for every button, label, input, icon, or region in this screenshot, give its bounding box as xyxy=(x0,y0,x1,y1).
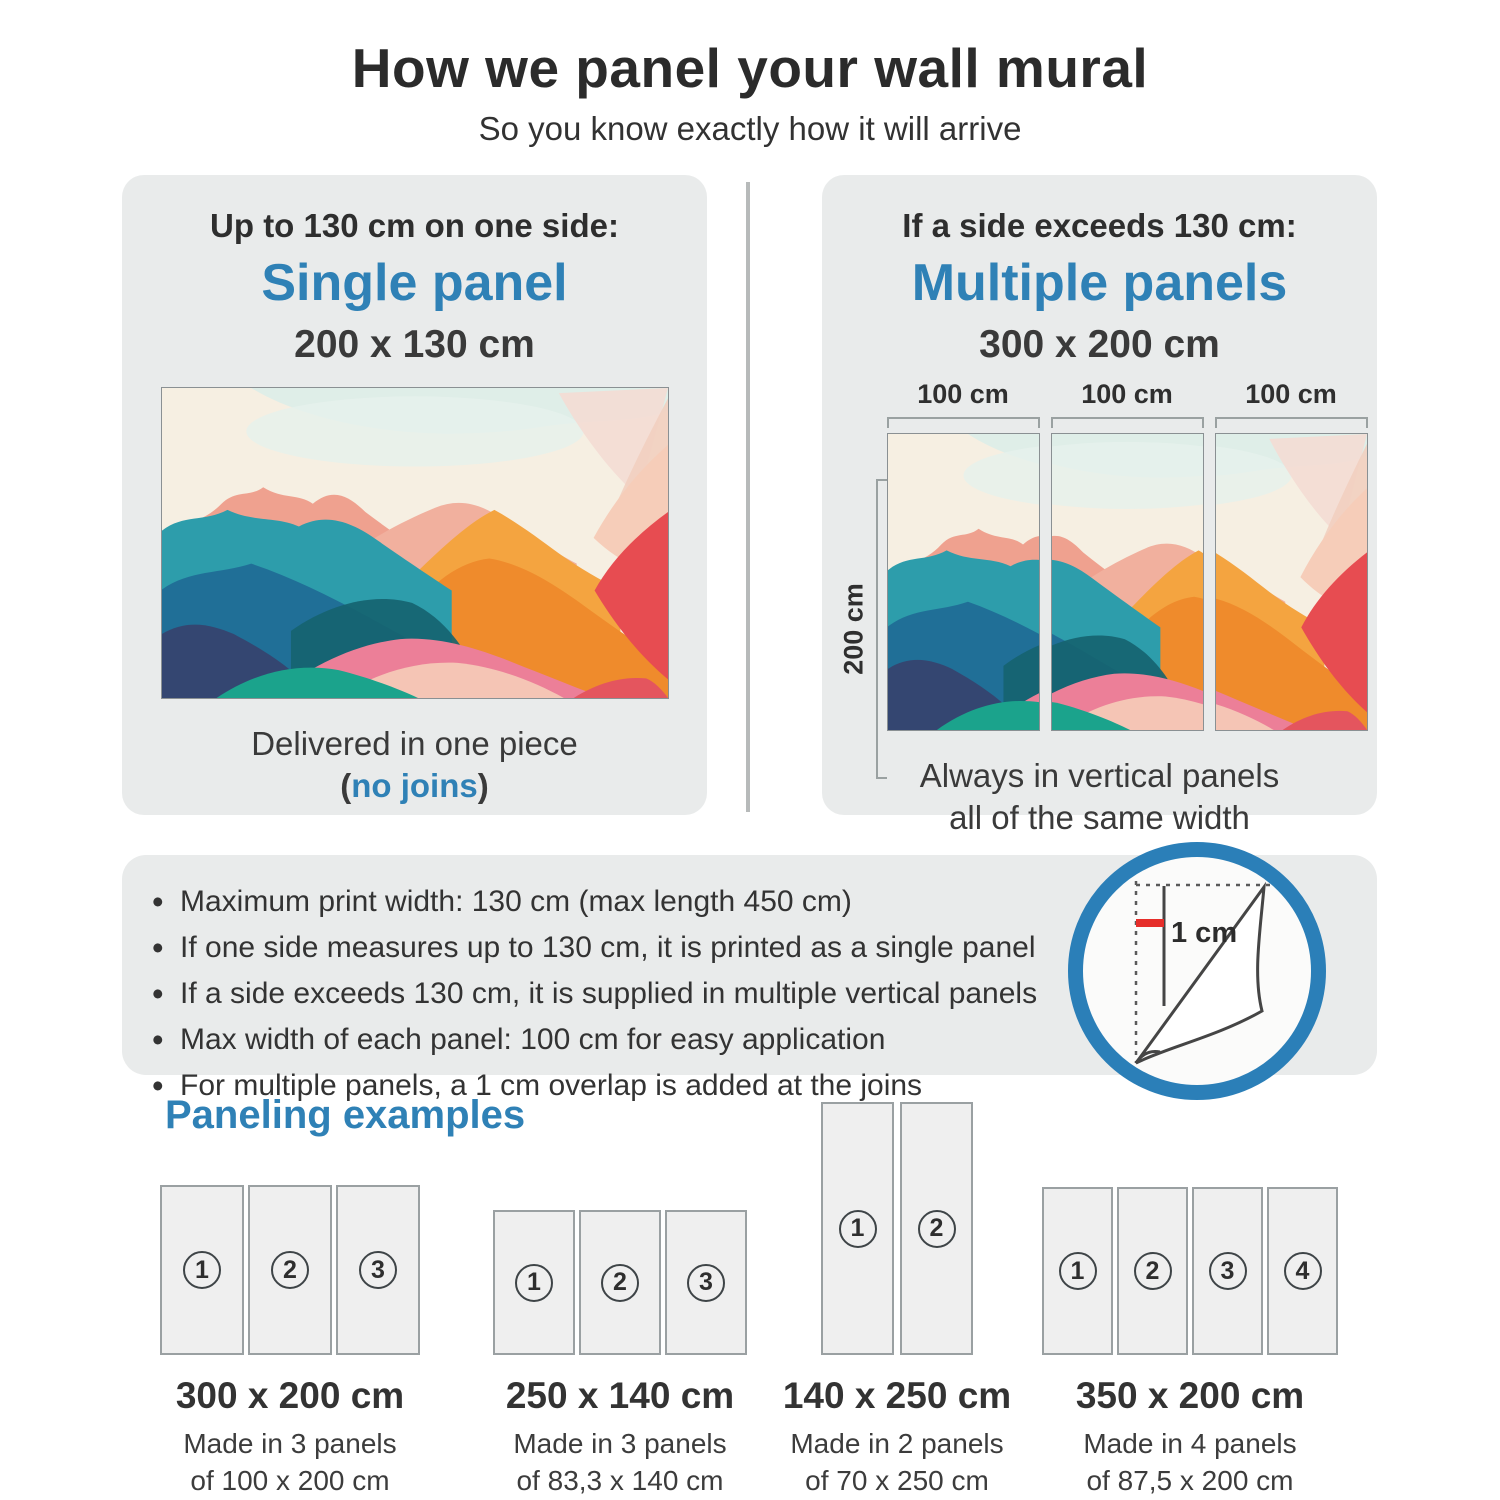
mural-panel-2 xyxy=(1051,433,1204,731)
mural-panel-1 xyxy=(887,433,1040,731)
example-panels xyxy=(1042,1187,1338,1355)
width-bracket xyxy=(1051,417,1204,428)
rule-item: • If one side measures up to 130 cm, it is printed as a single panel xyxy=(180,931,1377,965)
panel xyxy=(160,1185,244,1355)
example-detail-line1: Made in 3 panels xyxy=(513,1428,727,1459)
width-label: 100 cm xyxy=(1245,379,1337,409)
panel xyxy=(900,1102,973,1355)
example-size: 250 x 140 cm xyxy=(505,1375,735,1416)
example-size: 350 x 200 cm xyxy=(1075,1375,1305,1416)
panel xyxy=(1117,1187,1188,1355)
multiple-panels-size: 300 x 200 cm xyxy=(979,323,1220,366)
multiple-panels-caption xyxy=(920,755,1280,839)
panel xyxy=(1192,1187,1263,1355)
multi-panel-diagram xyxy=(838,379,1369,731)
cards-divider xyxy=(746,182,750,812)
example-detail xyxy=(183,1426,396,1500)
width-bracket xyxy=(887,417,1040,428)
paneling-examples-heading: Paneling examples xyxy=(165,1093,526,1137)
panel xyxy=(665,1210,747,1355)
example-panels xyxy=(160,1185,420,1355)
example-detail-line2: of 83,3 x 140 cm xyxy=(516,1464,724,1496)
example-size: 140 x 250 cm xyxy=(782,1375,1012,1416)
example-detail-line1: Made in 3 panels xyxy=(183,1428,397,1459)
overlap-size-label: 1 cm xyxy=(1171,917,1238,949)
rule-item: • If a side exceeds 130 cm, it is supplied in multiple vertical panels xyxy=(180,977,1377,1011)
width-bracket xyxy=(1215,417,1368,428)
example-detail-line1: Made in 4 panels xyxy=(1083,1428,1297,1459)
page-title: How we panel your wall mural xyxy=(351,37,1149,99)
rule-item: • Max width of each panel: 100 cm for easy application xyxy=(180,1023,1377,1057)
example-300x200 xyxy=(140,1185,440,1500)
panel xyxy=(493,1210,575,1355)
panel xyxy=(821,1102,894,1355)
panel xyxy=(1267,1187,1338,1355)
panel-number: 2 xyxy=(271,1251,309,1289)
panel-number: 3 xyxy=(359,1251,397,1289)
panel xyxy=(248,1185,332,1355)
example-detail-line2: of 100 x 200 cm xyxy=(190,1464,390,1496)
panel-number: 2 xyxy=(1134,1252,1172,1290)
panel xyxy=(579,1210,661,1355)
page-curl-icon xyxy=(1112,871,1282,1071)
panel-number: 3 xyxy=(687,1264,725,1302)
width-brackets-row xyxy=(887,417,1369,428)
panel xyxy=(336,1185,420,1355)
width-label: 100 cm xyxy=(1081,379,1173,409)
example-detail xyxy=(790,1426,1003,1500)
caption-paren-open: ( xyxy=(340,767,352,805)
panel-number: 4 xyxy=(1284,1252,1322,1290)
panel xyxy=(1042,1187,1113,1355)
mural-panels-row xyxy=(887,433,1369,731)
example-detail-line2: of 70 x 250 cm xyxy=(805,1464,989,1496)
caption-line2: all of the same width xyxy=(949,799,1250,837)
height-measure-column xyxy=(838,379,887,731)
caption-line1: Always in vertical panels xyxy=(919,757,1280,794)
overlap-illustration-badge xyxy=(1068,842,1326,1100)
example-350x200 xyxy=(1040,1187,1340,1500)
example-detail xyxy=(513,1426,726,1500)
example-size: 300 x 200 cm xyxy=(175,1375,405,1416)
example-detail-line1: Made in 2 panels xyxy=(790,1428,1004,1459)
multiple-panels-title: Multiple panels xyxy=(911,254,1288,312)
multiple-panels-condition: If a side exceeds 130 cm: xyxy=(902,207,1297,244)
height-label: 200 cm xyxy=(838,583,868,675)
panel-number: 1 xyxy=(515,1264,553,1302)
panels-column xyxy=(887,379,1369,731)
rule-item: • Maximum print width: 130 cm (max length 450 cm) xyxy=(180,885,1377,919)
caption-line1: Delivered in one piece xyxy=(251,725,578,762)
example-detail xyxy=(1083,1426,1296,1500)
single-panel-card xyxy=(122,175,707,815)
panel-number: 3 xyxy=(1209,1252,1247,1290)
example-250x140 xyxy=(470,1210,770,1500)
height-bracket xyxy=(876,479,887,779)
multiple-panels-card xyxy=(822,175,1377,837)
single-panel-mural-image xyxy=(161,387,669,699)
panel-number: 1 xyxy=(183,1251,221,1289)
rule-item: • For multiple panels, a 1 cm overlap is added at the joins xyxy=(180,1069,1377,1103)
single-panel-condition: Up to 130 cm on one side: xyxy=(210,207,619,244)
width-label: 100 cm xyxy=(917,379,1009,409)
caption-no-joins: no joins xyxy=(351,767,478,805)
single-panel-caption xyxy=(251,723,578,807)
width-labels-row xyxy=(887,379,1369,413)
panel-number: 2 xyxy=(601,1264,639,1302)
caption-paren-close: ) xyxy=(477,767,489,805)
panel-number: 2 xyxy=(918,1210,956,1248)
page-subtitle: So you know exactly how it will arrive xyxy=(478,110,1022,147)
single-panel-title: Single panel xyxy=(261,254,568,312)
panel-number: 1 xyxy=(839,1210,877,1248)
single-panel-size: 200 x 130 cm xyxy=(294,323,535,366)
example-panels xyxy=(493,1210,747,1355)
panel-number: 1 xyxy=(1059,1252,1097,1290)
header xyxy=(0,36,1500,148)
mural-panel-3 xyxy=(1215,433,1368,731)
example-140x250 xyxy=(747,1102,1047,1500)
example-panels xyxy=(821,1102,973,1355)
example-detail-line2: of 87,5 x 200 cm xyxy=(1086,1464,1294,1496)
